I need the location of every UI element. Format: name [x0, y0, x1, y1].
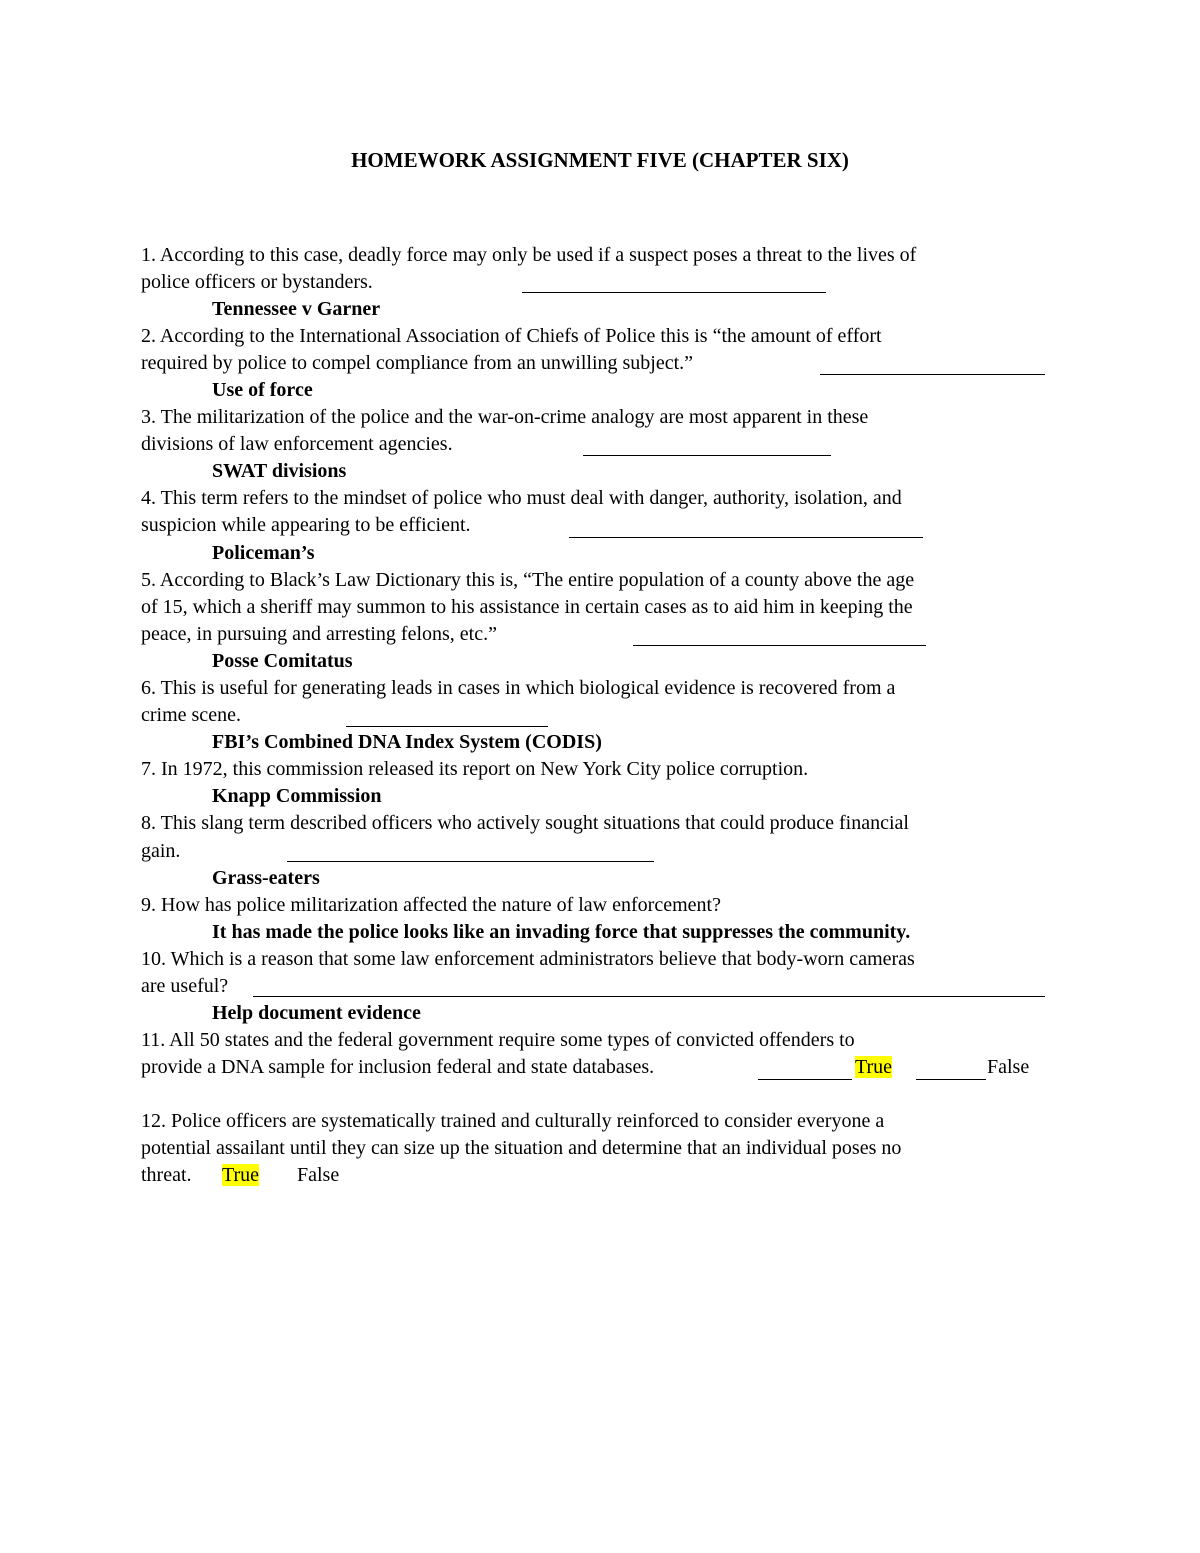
question-8-line-2: gain.	[141, 840, 181, 862]
question-11-true-highlight: True	[855, 1056, 893, 1078]
question-5-blank	[633, 645, 926, 646]
question-3-line-1: 3. The militarization of the police and the war-on-crime analogy are most apparent in these	[141, 406, 869, 428]
question-2-answer: Use of force	[212, 379, 313, 401]
question-1-blank	[522, 292, 826, 293]
question-4-line-1: 4. This term refers to the mindset of police who must deal with danger, authority, isolation, and	[141, 487, 902, 509]
question-2-line-1: 2. According to the International Association of Chiefs of Police this is “the amount of effort	[141, 325, 882, 347]
question-3-blank	[583, 455, 831, 456]
page-title: HOMEWORK ASSIGNMENT FIVE (CHAPTER SIX)	[351, 148, 849, 172]
question-7-answer: Knapp Commission	[212, 785, 382, 807]
question-4-blank	[569, 537, 923, 538]
question-10-answer: Help document evidence	[212, 1002, 421, 1024]
question-5-answer: Posse Comitatus	[212, 650, 353, 672]
question-10-line-1: 10. Which is a reason that some law enforcement administrators believe that body-worn cameras	[141, 948, 915, 970]
question-12-false-option: False	[297, 1164, 340, 1186]
question-6-answer: FBI’s Combined DNA Index System (CODIS)	[212, 731, 602, 753]
question-11-line-1: 11. All 50 states and the federal government require some types of convicted offenders to	[141, 1029, 855, 1051]
question-7-line-1: 7. In 1972, this commission released its report on New York City police corruption.	[141, 758, 809, 780]
question-6-blank	[346, 726, 548, 727]
question-4-line-2: suspicion while appearing to be efficient.	[141, 514, 471, 536]
question-9-line-1: 9. How has police militarization affected the nature of law enforcement?	[141, 894, 721, 916]
question-12-line-3: threat.	[141, 1164, 192, 1186]
question-8-line-1: 8. This slang term described officers who actively sought situations that could produce financial	[141, 812, 909, 834]
question-8-answer: Grass-eaters	[212, 867, 320, 889]
question-8-blank	[287, 861, 654, 862]
question-12-line-1: 12. Police officers are systematically trained and culturally reinforced to consider everyone a	[141, 1110, 885, 1132]
question-11-true-blank	[758, 1079, 852, 1080]
question-11-false-blank	[916, 1079, 986, 1080]
question-10-blank	[253, 996, 1045, 997]
question-10-line-2: are useful?	[141, 975, 229, 997]
question-11-false-option: False	[987, 1056, 1030, 1078]
question-12-true-highlight: True	[222, 1164, 260, 1186]
question-2-blank	[820, 374, 1045, 375]
question-12-true-option	[222, 1162, 259, 1189]
question-12-line-2: potential assailant until they can size up the situation and determine that an individual poses no	[141, 1137, 902, 1159]
question-5-line-1: 5. According to Black’s Law Dictionary this is, “The entire population of a county above the age	[141, 569, 915, 591]
question-3-line-2: divisions of law enforcement agencies.	[141, 433, 453, 455]
question-1-line-1: 1. According to this case, deadly force may only be used if a suspect poses a threat to the lives of	[141, 244, 917, 266]
question-4-answer: Policeman’s	[212, 542, 315, 564]
question-6-line-1: 6. This is useful for generating leads in cases in which biological evidence is recovered from a	[141, 677, 896, 699]
question-2-line-2: required by police to compel compliance from an unwilling subject.”	[141, 352, 694, 374]
question-3-answer: SWAT divisions	[212, 460, 347, 482]
question-1-answer: Tennessee v Garner	[212, 298, 381, 320]
question-6-line-2: crime scene.	[141, 704, 241, 726]
question-5-line-2: of 15, which a sheriff may summon to his assistance in certain cases as to aid him in keeping the	[141, 596, 913, 618]
question-11-true-option	[855, 1054, 892, 1081]
question-5-line-3: peace, in pursuing and arresting felons, etc.”	[141, 623, 497, 645]
question-1-line-2: police officers or bystanders.	[141, 271, 373, 293]
question-9-answer: It has made the police looks like an invading force that suppresses the community.	[212, 921, 911, 943]
question-11-line-2: provide a DNA sample for inclusion federal and state databases.	[141, 1056, 655, 1078]
